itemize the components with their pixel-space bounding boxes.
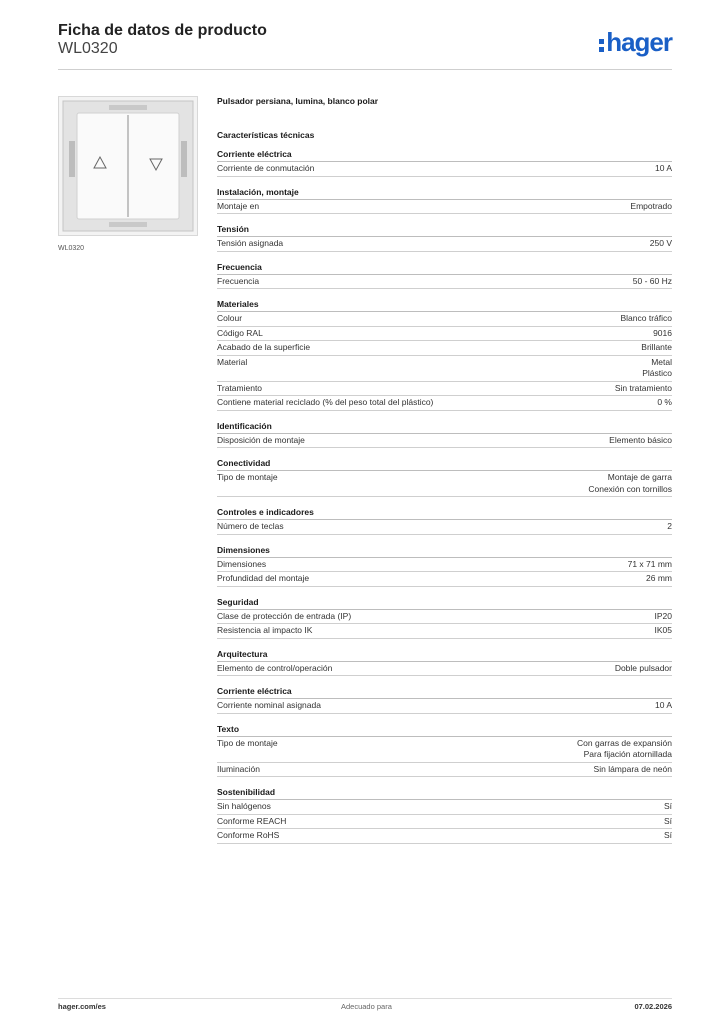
section-title: Instalación, montaje <box>217 186 672 200</box>
spec-section <box>217 685 672 714</box>
spec-value-line: Elemento básico <box>609 434 672 445</box>
spec-value <box>621 313 673 325</box>
spec-value-line: Con garras de expansión <box>577 737 672 748</box>
spec-label: Corriente nominal asignada <box>217 700 321 710</box>
spec-section <box>217 223 672 252</box>
image-caption: WL0320 <box>58 245 85 252</box>
spec-value-line: IP20 <box>654 610 672 621</box>
spec-label: Conforme RoHS <box>217 830 280 840</box>
spec-value-line: 10 A <box>654 163 672 173</box>
section-title: Arquitectura <box>217 648 672 662</box>
spec-row <box>217 471 672 497</box>
spec-value-line: Sin lámpara de neón <box>593 763 672 774</box>
spec-label: Tipo de montaje <box>217 737 278 748</box>
product-image <box>58 96 198 236</box>
spec-value <box>664 816 672 828</box>
footer-website-link[interactable]: hager.com/es <box>58 1002 106 1011</box>
logo-dots-icon <box>599 36 605 52</box>
spec-label: Elemento de control/operación <box>217 662 333 673</box>
section-title: Controles e indicadores <box>217 506 672 520</box>
page-title: Ficha de datos de producto <box>58 22 267 39</box>
spec-label: Sin halógenos <box>217 801 271 811</box>
spec-value <box>655 700 672 712</box>
spec-label: Profundidad del montaje <box>217 573 310 583</box>
spec-row <box>217 699 672 714</box>
spec-section <box>217 261 672 290</box>
spec-row <box>217 737 672 763</box>
section-title: Texto <box>217 723 672 737</box>
spec-label: Montaje en <box>217 200 260 211</box>
spec-label: Material <box>217 356 248 367</box>
spec-section <box>217 648 672 677</box>
spec-value-line: Plástico <box>642 368 672 378</box>
spec-value-line: Sin tratamiento <box>614 382 672 393</box>
section-title: Corriente eléctrica <box>217 685 672 699</box>
logo-text: hager <box>606 27 672 57</box>
spec-row <box>217 200 672 215</box>
product-reference: WL0320 <box>58 40 118 57</box>
spec-row <box>217 662 672 677</box>
spec-value-line: 0 % <box>657 397 672 407</box>
spec-value-line: Sí <box>663 815 672 826</box>
spec-value-line: 250 V <box>649 238 672 248</box>
spec-section <box>217 506 672 535</box>
section-title: Conectividad <box>217 457 672 471</box>
spec-value <box>646 573 672 585</box>
spec-row <box>217 610 672 625</box>
spec-value-line: Conexión con tornillos <box>588 483 672 494</box>
spec-label: Tipo de montaje <box>217 472 278 482</box>
spec-label: Colour <box>217 313 243 323</box>
spec-row <box>217 356 672 382</box>
page-footer <box>58 998 672 1011</box>
spec-label: Contiene material reciclado (% del peso total del plástico) <box>217 397 434 407</box>
spec-row <box>217 434 672 449</box>
spec-label: Tensión asignada <box>217 238 284 248</box>
spec-value-line: Brillante <box>641 342 672 352</box>
spec-section <box>217 544 672 587</box>
spec-section <box>217 723 672 778</box>
spec-section <box>217 786 672 844</box>
spec-value <box>594 764 672 776</box>
spec-value-line: Doble pulsador <box>614 662 672 673</box>
spec-row <box>217 558 672 573</box>
spec-value <box>633 276 672 288</box>
spec-value-line: Montaje de garra <box>607 472 672 482</box>
spec-row <box>217 396 672 411</box>
section-title: Dimensiones <box>217 544 672 558</box>
spec-section <box>217 148 672 177</box>
spec-row <box>217 237 672 252</box>
spec-row <box>217 341 672 356</box>
section-title: Corriente eléctrica <box>217 148 672 162</box>
spec-value <box>615 663 672 675</box>
spec-value <box>588 472 672 495</box>
spec-label: Clase de protección de entrada (IP) <box>217 610 352 621</box>
footer-suitable-for: Adecuado para <box>341 1002 392 1011</box>
spec-value-line: Blanco tráfico <box>620 313 672 323</box>
section-title: Seguridad <box>217 596 672 610</box>
spec-row <box>217 275 672 290</box>
spec-row <box>217 520 672 535</box>
spec-section <box>217 420 672 449</box>
spec-value-line: 50 - 60 Hz <box>632 275 672 286</box>
spec-label: Dimensiones <box>217 558 267 569</box>
spec-value-line: 26 mm <box>646 573 672 583</box>
spec-row <box>217 327 672 342</box>
spec-label: Tratamiento <box>217 382 263 393</box>
hager-logo[interactable] <box>599 28 672 56</box>
spec-value <box>667 521 672 533</box>
spec-section <box>217 298 672 411</box>
section-title: Tensión <box>217 223 672 237</box>
spec-label: Código RAL <box>217 327 263 338</box>
spec-value-line: 10 A <box>654 700 672 710</box>
spec-section <box>217 186 672 215</box>
spec-value <box>630 201 672 213</box>
spec-row <box>217 624 672 639</box>
page-header <box>58 22 672 70</box>
spec-value-line: IK05 <box>654 625 672 635</box>
spec-value <box>664 830 672 842</box>
section-title: Frecuencia <box>217 261 672 275</box>
spec-label: Acabado de la superficie <box>217 342 311 352</box>
spec-value-line: Sí <box>663 801 672 811</box>
spec-content <box>217 95 672 853</box>
spec-value <box>577 738 672 761</box>
spec-value-line: Empotrado <box>630 200 672 211</box>
spec-value-line: Sí <box>663 830 672 840</box>
spec-value <box>609 435 672 447</box>
spec-value-line: Para fijación atornillada <box>583 749 672 759</box>
spec-row <box>217 162 672 177</box>
spec-value <box>642 357 672 380</box>
spec-row <box>217 572 672 587</box>
spec-label: Resistencia al impacto IK <box>217 625 313 635</box>
spec-row <box>217 800 672 815</box>
section-title: Identificación <box>217 420 672 434</box>
spec-value <box>615 383 672 395</box>
spec-section <box>217 457 672 497</box>
spec-label: Corriente de conmutación <box>217 163 315 173</box>
spec-value <box>655 611 673 623</box>
spec-label: Número de teclas <box>217 521 284 531</box>
spec-value <box>655 163 672 175</box>
section-title: Materiales <box>217 298 672 312</box>
section-title: Sostenibilidad <box>217 786 672 800</box>
spec-label: Frecuencia <box>217 275 260 286</box>
spec-value <box>650 238 672 250</box>
spec-section <box>217 596 672 639</box>
spec-value <box>655 625 673 637</box>
spec-value-line: 71 x 71 mm <box>627 558 672 569</box>
spec-value <box>664 801 672 813</box>
spec-row <box>217 312 672 327</box>
spec-row <box>217 763 672 778</box>
spec-value <box>657 397 672 409</box>
spec-value <box>641 342 672 354</box>
spec-label: Iluminación <box>217 763 260 774</box>
spec-row <box>217 382 672 397</box>
spec-label: Disposición de montaje <box>217 434 305 445</box>
footer-date: 07.02.2026 <box>634 1002 672 1011</box>
spec-value-line: 2 <box>667 521 672 531</box>
product-name: Pulsador persiana, lumina, blanco polar <box>217 96 379 106</box>
spec-value <box>653 328 672 340</box>
spec-sections <box>217 148 672 844</box>
spec-label: Conforme REACH <box>217 815 287 826</box>
technical-characteristics-heading: Características técnicas <box>217 130 315 140</box>
spec-value-line: 9016 <box>653 327 672 338</box>
spec-value-line: Metal <box>651 356 672 367</box>
spec-value <box>628 559 672 571</box>
spec-row <box>217 815 672 830</box>
double-push-button-icon <box>59 97 197 235</box>
spec-row <box>217 829 672 844</box>
